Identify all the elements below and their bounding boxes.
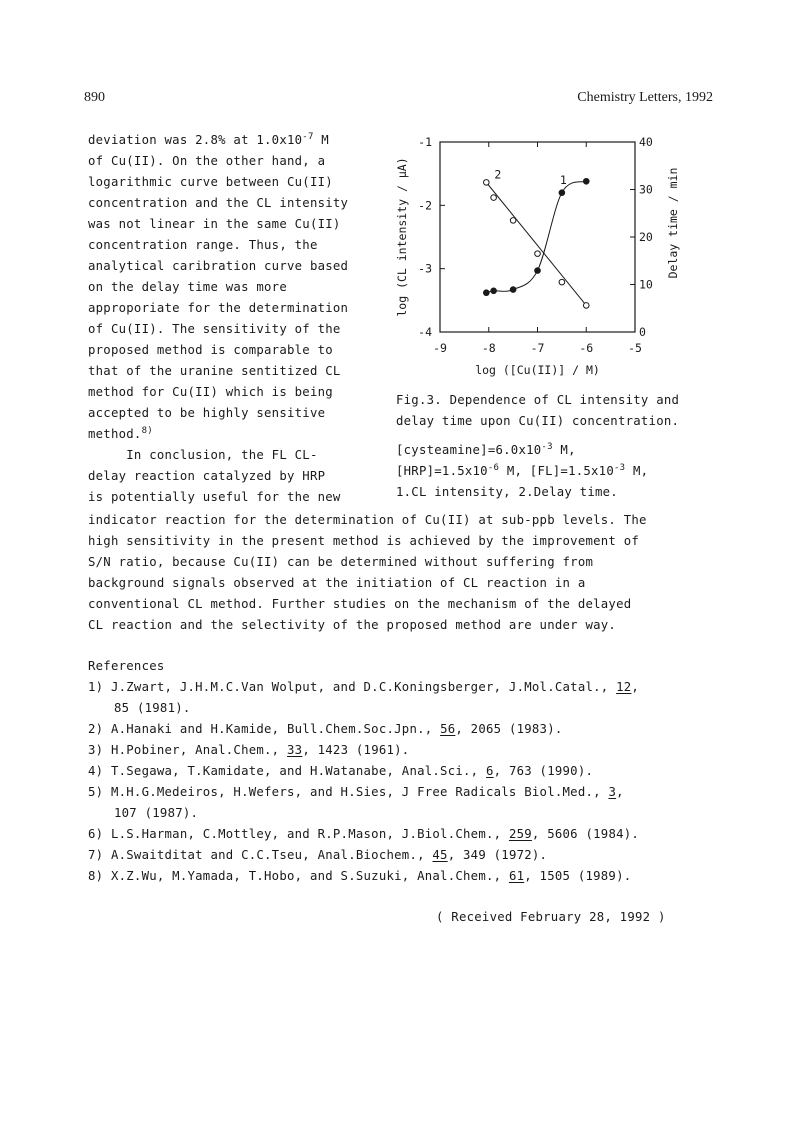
y-tick-label: -4 — [418, 325, 432, 339]
reference-item: 4) T.Segawa, T.Kamidate, and H.Watanabe, Anal.Sci., 6, 763 (1990). — [88, 764, 594, 778]
y2-tick-label: 20 — [639, 230, 653, 244]
text-line: deviation was 2.8% at $1.0x10^{-7}$ M — [88, 132, 329, 147]
text-line: was not linear in the same Cu(II) — [88, 217, 341, 231]
text-line: approporiate for the determination — [88, 301, 349, 315]
text-line: of Cu(II). On the other hand, a — [88, 154, 326, 168]
y-tick-label: -1 — [418, 135, 432, 149]
y2-tick-label: 0 — [639, 325, 646, 339]
series-1-point — [484, 290, 490, 296]
references-heading: References — [88, 659, 165, 673]
caption-legend: 1.CL intensity, 2.Delay time. — [396, 485, 618, 499]
reference-item: 3) H.Pobiner, Anal.Chem., 33, 1423 (1961). — [88, 743, 410, 757]
received-date: ( Received February 28, 1992 ) — [436, 910, 666, 924]
series-2-point — [484, 180, 490, 186]
y2-axis-label: Delay time / min — [666, 167, 680, 279]
plot-border — [440, 142, 635, 332]
x-tick-label: -9 — [433, 341, 447, 355]
y2-tick-label: 10 — [639, 277, 653, 292]
y-tick-label: -2 — [418, 198, 432, 213]
series-1-label: 1 — [559, 172, 567, 187]
figure-caption — [396, 390, 716, 503]
text-line: accepted to be highly sensitive — [88, 406, 326, 420]
reference-item: 1) J.Zwart, J.H.M.C.Van Wolput, and D.C.Koningsberger, J.Mol.Catal., 12, — [88, 680, 640, 694]
caption-condition: $[HRP]=1.5x10^{-6}$ M, $[FL]=1.5x10^{-3}$ M, — [396, 463, 649, 478]
plot-frame — [440, 142, 635, 332]
text-line: In conclusion, the FL CL- — [88, 448, 318, 462]
text-line: high sensitivity in the present method is achieved by the improvement of — [88, 534, 640, 548]
caption-line: delay time upon Cu(II) concentration. — [396, 414, 680, 428]
series-2-point — [559, 279, 565, 285]
reference-continuation: 107 (1987). — [114, 806, 199, 820]
reference-continuation: 85 (1981). — [114, 701, 191, 715]
series-1-point — [559, 190, 565, 196]
reference-item: 8) X.Z.Wu, M.Yamada, T.Hobo, and S.Suzuki, Anal.Chem., 61, 1505 (1989). — [88, 869, 632, 883]
text-line: that of the uranine sentitized CL — [88, 364, 341, 378]
x-tick-label: -5 — [628, 341, 642, 355]
series-2-point — [491, 195, 497, 201]
figure-3-chart — [390, 128, 720, 378]
x-tick-label: -8 — [481, 341, 496, 355]
y2-tick-label: 40 — [639, 135, 653, 149]
text-line: method.$^{8)}$ — [88, 426, 153, 441]
body-text-wide — [88, 510, 718, 636]
series-1-point — [583, 178, 589, 184]
series-1-point — [510, 287, 516, 293]
x-axis-label: log ([Cu(II)] / M) — [475, 363, 600, 377]
y2-tick-label: 30 — [639, 182, 653, 197]
text-line: indicator reaction for the determination of Cu(II) at sub-ppb levels. The — [88, 513, 647, 527]
series-2-point — [510, 218, 516, 224]
tick-marks — [440, 142, 635, 332]
series-2-line — [486, 182, 586, 305]
series-2-label: 2 — [494, 167, 502, 182]
series-2-point — [535, 251, 541, 257]
text-line: conventional CL method. Further studies on the mechanism of the delayed — [88, 597, 632, 611]
reference-item: 5) M.H.G.Medeiros, H.Wefers, and H.Sies, J Free Radicals Biol.Med., 3, — [88, 785, 624, 799]
tick-labels — [418, 135, 653, 355]
y-tick-label: -3 — [418, 261, 432, 276]
series-2-point — [583, 303, 589, 309]
x-tick-label: -6 — [579, 341, 594, 355]
text-line: concentration and the CL intensity — [88, 196, 349, 210]
series-1-point — [535, 268, 541, 274]
text-line: S/N ratio, because Cu(II) can be determined without suffering from — [88, 555, 594, 569]
text-line: analytical caribration curve based — [88, 259, 349, 273]
series-1-point — [491, 288, 497, 294]
text-line: delay reaction catalyzed by HRP — [88, 469, 326, 483]
text-line: concentration range. Thus, the — [88, 238, 318, 252]
page-number: 890 — [84, 90, 105, 105]
references — [88, 656, 718, 887]
x-tick-label: -7 — [530, 341, 545, 355]
text-line: on the delay time was more — [88, 280, 287, 294]
text-line: logarithmic curve between Cu(II) — [88, 175, 333, 189]
caption-line: Fig.3. Dependence of CL intensity and — [396, 393, 680, 407]
text-line: proposed method is comparable to — [88, 343, 333, 357]
series-1-curve — [486, 181, 586, 292]
reference-item: 6) L.S.Harman, C.Mottley, and R.P.Mason, J.Biol.Chem., 259, 5606 (1984). — [88, 827, 640, 841]
text-line: is potentially useful for the new — [88, 490, 341, 504]
text-line: method for Cu(II) which is being — [88, 385, 333, 399]
text-line: CL reaction and the selectivity of the proposed method are under way. — [88, 618, 617, 632]
journal-header: Chemistry Letters, 1992 — [577, 90, 713, 105]
reference-item: 2) A.Hanaki and H.Kamide, Bull.Chem.Soc.Jpn., 56, 2065 (1983). — [88, 722, 563, 736]
left-column-text — [88, 130, 388, 508]
caption-condition: $[cysteamine]=6.0x10^{-3}$ M, — [396, 442, 576, 457]
y-axis-label: log (CL intensity / μA) — [395, 157, 409, 317]
reference-item: 7) A.Swaitditat and C.C.Tseu, Anal.Biochem., 45, 349 (1972). — [88, 848, 548, 862]
text-line: of Cu(II). The sensitivity of the — [88, 322, 341, 336]
text-line: background signals observed at the initiation of CL reaction in a — [88, 576, 586, 590]
